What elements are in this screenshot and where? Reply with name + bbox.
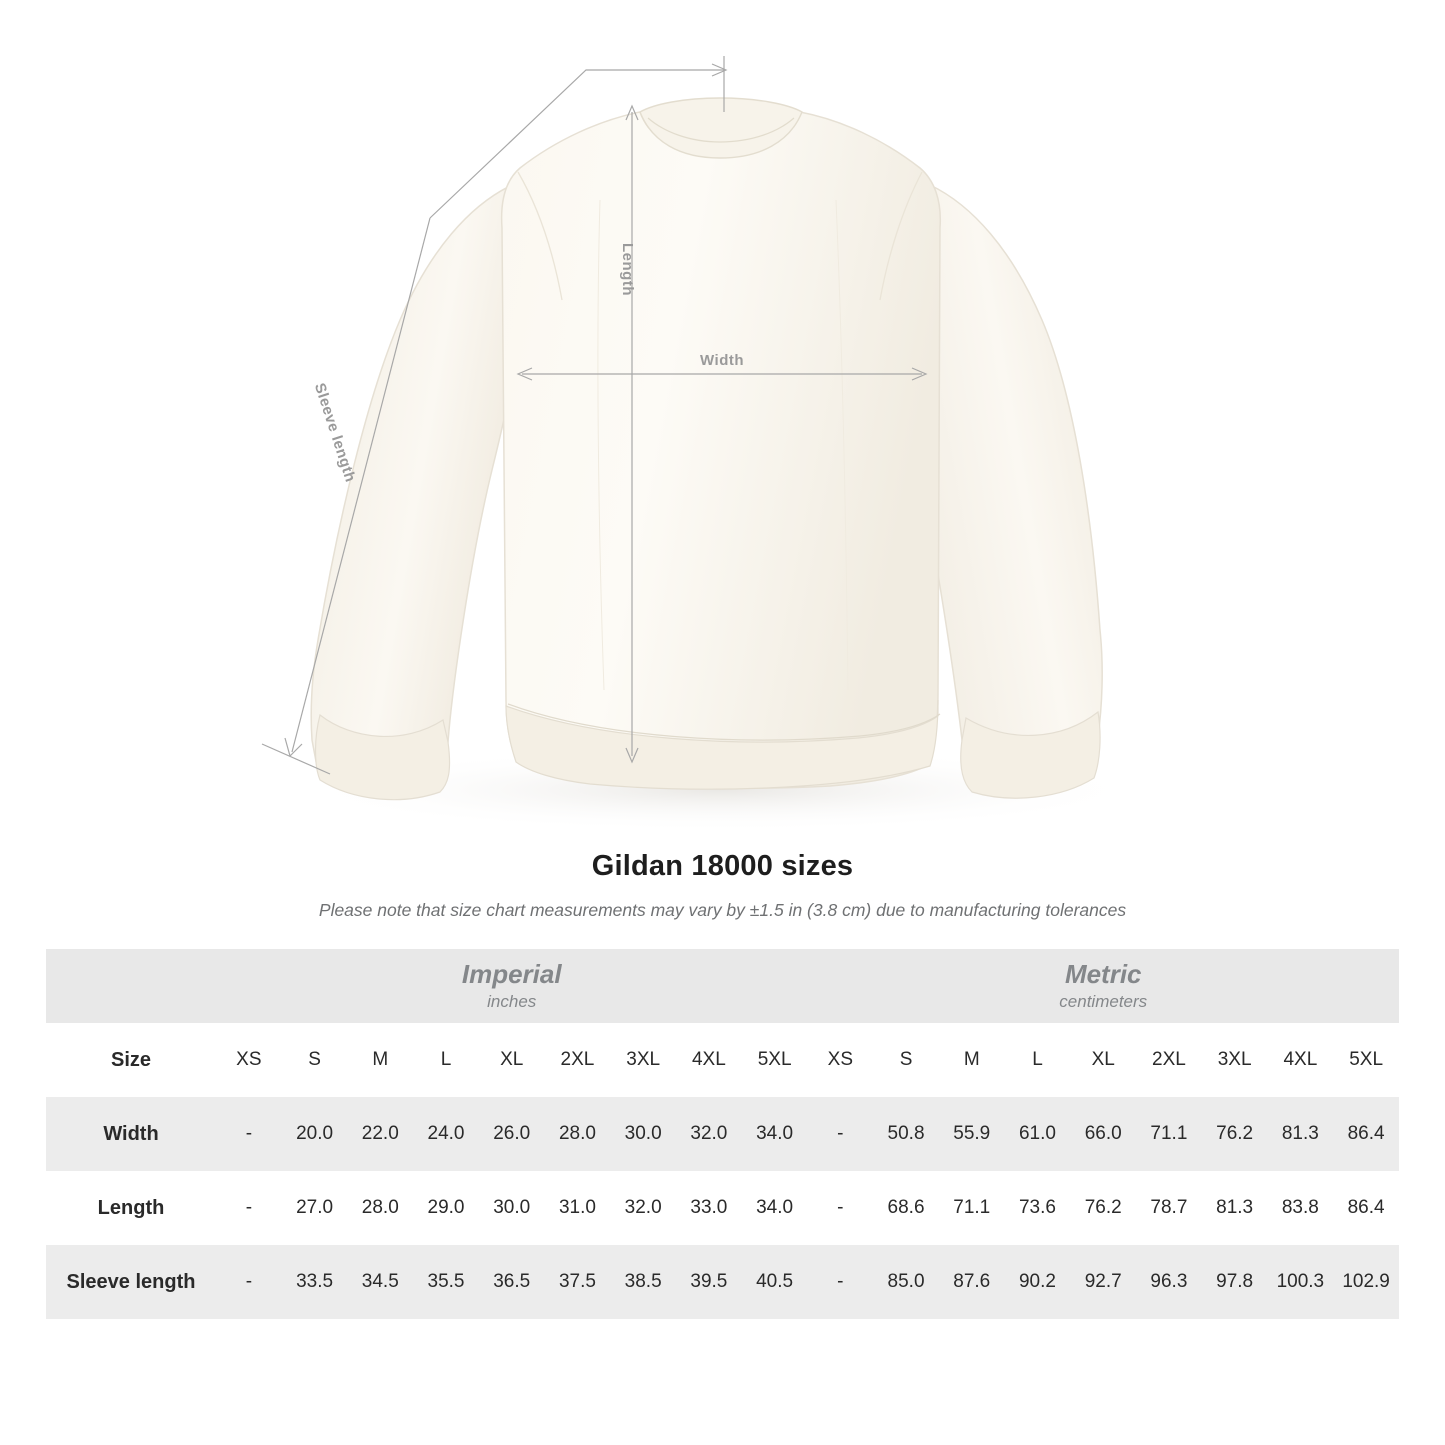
- cell-sleeve-metric-s: 85.0: [873, 1245, 939, 1319]
- unit-header-row: [46, 949, 1399, 1023]
- size-header-metric-2xl: 2XL: [1136, 1023, 1202, 1097]
- cell-width-metric-l: 61.0: [1005, 1097, 1071, 1171]
- unit-group-metric-name: Metric: [1064, 958, 1142, 989]
- cell-sleeve-metric-2xl: 96.3: [1136, 1245, 1202, 1319]
- cell-length-metric-m: 71.1: [939, 1171, 1005, 1245]
- cell-sleeve-imperial-5xl: 40.5: [742, 1245, 808, 1319]
- size-header-metric-4xl: 4XL: [1268, 1023, 1334, 1097]
- size-header-metric-5xl: 5XL: [1333, 1023, 1399, 1097]
- row-label-sleeve-length: Sleeve length: [46, 1245, 216, 1319]
- cell-width-metric-xl: 66.0: [1070, 1097, 1136, 1171]
- unit-group-imperial-sub: inches: [487, 992, 537, 1012]
- cell-length-metric-s: 68.6: [873, 1171, 939, 1245]
- cell-width-metric-3xl: 76.2: [1202, 1097, 1268, 1171]
- size-header-imperial-4xl: 4XL: [676, 1023, 742, 1097]
- page-title: Gildan 18000 sizes: [591, 850, 854, 882]
- cell-width-imperial-xs: -: [216, 1097, 282, 1171]
- cell-length-metric-l: 73.6: [1005, 1171, 1071, 1245]
- size-header-imperial-2xl: 2XL: [545, 1023, 611, 1097]
- cell-length-imperial-xs: -: [216, 1171, 282, 1245]
- cell-sleeve-metric-4xl: 100.3: [1268, 1245, 1334, 1319]
- cell-width-metric-5xl: 86.4: [1333, 1097, 1399, 1171]
- cell-width-imperial-m: 22.0: [347, 1097, 413, 1171]
- size-header-imperial-5xl: 5XL: [742, 1023, 808, 1097]
- cell-sleeve-imperial-xl: 36.5: [479, 1245, 545, 1319]
- unit-group-metric-sub: centimeters: [1059, 992, 1148, 1012]
- size-header-imperial-3xl: 3XL: [610, 1023, 676, 1097]
- cell-width-metric-s: 50.8: [873, 1097, 939, 1171]
- cell-length-imperial-2xl: 31.0: [545, 1171, 611, 1245]
- title-block: [0, 850, 1445, 921]
- cell-sleeve-imperial-m: 34.5: [347, 1245, 413, 1319]
- cell-width-metric-2xl: 71.1: [1136, 1097, 1202, 1171]
- unit-group-metric: [807, 949, 1399, 1023]
- length-label: Length: [619, 243, 636, 296]
- cell-sleeve-imperial-xs: -: [216, 1245, 282, 1319]
- size-header-metric-s: S: [873, 1023, 939, 1097]
- cell-sleeve-metric-3xl: 97.8: [1202, 1245, 1268, 1319]
- unit-header-spacer: [46, 949, 216, 1023]
- size-header-imperial-l: L: [413, 1023, 479, 1097]
- size-header-imperial-s: S: [282, 1023, 348, 1097]
- cell-width-imperial-2xl: 28.0: [545, 1097, 611, 1171]
- cell-width-metric-m: 55.9: [939, 1097, 1005, 1171]
- cell-length-imperial-5xl: 34.0: [742, 1171, 808, 1245]
- size-header-metric-xl: XL: [1070, 1023, 1136, 1097]
- size-header-imperial-xl: XL: [479, 1023, 545, 1097]
- cell-length-imperial-m: 28.0: [347, 1171, 413, 1245]
- sleeve-length-label: Sleeve length: [310, 381, 359, 485]
- cell-sleeve-metric-xl: 92.7: [1070, 1245, 1136, 1319]
- table-row: [46, 1245, 1399, 1319]
- size-header-metric-m: M: [939, 1023, 1005, 1097]
- cell-sleeve-metric-xs: -: [807, 1245, 873, 1319]
- cell-length-metric-xl: 76.2: [1070, 1171, 1136, 1245]
- cell-length-metric-3xl: 81.3: [1202, 1171, 1268, 1245]
- size-header-metric-xs: XS: [807, 1023, 873, 1097]
- cell-width-imperial-xl: 26.0: [479, 1097, 545, 1171]
- cell-length-metric-5xl: 86.4: [1333, 1171, 1399, 1245]
- size-table: [46, 949, 1399, 1319]
- cell-width-metric-xs: -: [807, 1097, 873, 1171]
- width-label: Width: [700, 352, 745, 369]
- cell-sleeve-imperial-2xl: 37.5: [545, 1245, 611, 1319]
- cell-length-metric-xs: -: [807, 1171, 873, 1245]
- cell-sleeve-imperial-3xl: 38.5: [610, 1245, 676, 1319]
- size-table-wrap: [0, 949, 1445, 1319]
- size-header-metric-l: L: [1005, 1023, 1071, 1097]
- cell-width-imperial-5xl: 34.0: [742, 1097, 808, 1171]
- cell-sleeve-metric-m: 87.6: [939, 1245, 1005, 1319]
- cell-sleeve-metric-l: 90.2: [1005, 1245, 1071, 1319]
- cell-sleeve-imperial-4xl: 39.5: [676, 1245, 742, 1319]
- tolerance-note: Please note that size chart measurements may vary by ±1.5 in (3.8 cm) due to manufacturing tolerances: [318, 900, 1127, 920]
- size-header-row: [46, 1023, 1399, 1097]
- cell-sleeve-metric-5xl: 102.9: [1333, 1245, 1399, 1319]
- size-header-imperial-xs: XS: [216, 1023, 282, 1097]
- cell-width-imperial-s: 20.0: [282, 1097, 348, 1171]
- cell-sleeve-imperial-l: 35.5: [413, 1245, 479, 1319]
- cell-length-imperial-xl: 30.0: [479, 1171, 545, 1245]
- row-label-length: Length: [46, 1171, 216, 1245]
- size-header-imperial-m: M: [347, 1023, 413, 1097]
- size-header-metric-3xl: 3XL: [1202, 1023, 1268, 1097]
- table-row: [46, 1097, 1399, 1171]
- cell-length-metric-2xl: 78.7: [1136, 1171, 1202, 1245]
- unit-group-imperial-name: Imperial: [461, 958, 562, 989]
- cell-width-metric-4xl: 81.3: [1268, 1097, 1334, 1171]
- cell-length-metric-4xl: 83.8: [1268, 1171, 1334, 1245]
- cell-length-imperial-3xl: 32.0: [610, 1171, 676, 1245]
- cell-sleeve-imperial-s: 33.5: [282, 1245, 348, 1319]
- cell-length-imperial-l: 29.0: [413, 1171, 479, 1245]
- cell-width-imperial-3xl: 30.0: [610, 1097, 676, 1171]
- table-row: [46, 1171, 1399, 1245]
- row-label-width: Width: [46, 1097, 216, 1171]
- cell-width-imperial-l: 24.0: [413, 1097, 479, 1171]
- cell-length-imperial-4xl: 33.0: [676, 1171, 742, 1245]
- unit-group-imperial: [216, 949, 807, 1023]
- cell-length-imperial-s: 27.0: [282, 1171, 348, 1245]
- cell-width-imperial-4xl: 32.0: [676, 1097, 742, 1171]
- size-header-label: Size: [110, 1048, 152, 1071]
